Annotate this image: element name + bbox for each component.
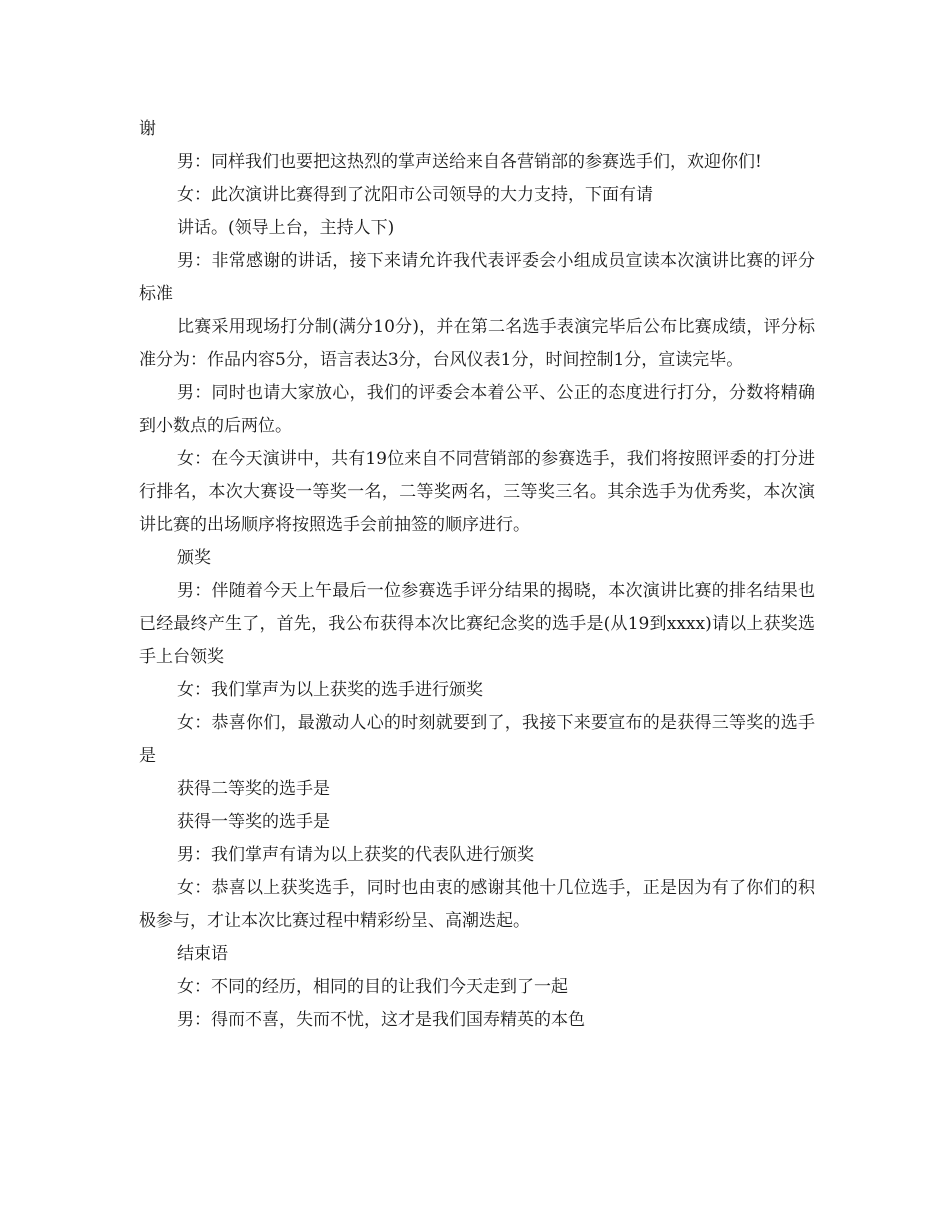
paragraph-female-support: 女：此次演讲比赛得到了沈阳市公司领导的大力支持，下面有请 (177, 185, 653, 205)
paragraph-second-prize: 获得二等奖的选手是 (177, 779, 330, 799)
paragraph-male-welcome: 男：同样我们也要把这热烈的掌声送给来自各营销部的参赛选手们，欢迎你们! (177, 152, 762, 172)
paragraph-team-award: 男：我们掌声有请为以上获奖的代表队进行颁奖 (177, 845, 534, 865)
paragraph-closing-female: 女：不同的经历，相同的目的让我们今天走到了一起 (177, 977, 568, 997)
paragraph-commemorative-award: 男：伴随着今天上午最后一位参赛选手评分结果的揭晓，本次演讲比赛的排名结果也已经最终产生了，首先，我公布获得本次比赛纪念奖的选手是(从19到xxxx)请以上获奖选手上台领奖 (139, 581, 815, 667)
paragraph-scoring-intro: 男：非常感谢的讲话，接下来请允许我代表评委会小组成员宣读本次演讲比赛的评分标准 (139, 251, 815, 304)
paragraph-third-prize: 女：恭喜你们，最激动人心的时刻就要到了，我接下来要宣布的是获得三等奖的选手是 (139, 713, 815, 766)
section-heading-closing: 结束语 (177, 944, 228, 964)
section-heading-awards: 颁奖 (177, 548, 211, 568)
paragraph-closing-male: 男：得而不喜，失而不忧，这才是我们国寿精英的本色 (177, 1010, 585, 1030)
paragraph-applause-award: 女：我们掌声为以上获奖的选手进行颁奖 (177, 680, 483, 700)
paragraph-leader-speech: 讲话。(领导上台，主持人下) (177, 218, 395, 238)
paragraph-ranking: 女：在今天演讲中，共有19位来自不同营销部的参赛选手，我们将按照评委的打分进行排名，本次大赛设一等奖一名，二等奖两名，三等奖三名。其余选手为优秀奖，本次演讲比赛的出场顺序将按照选手会前抽签的顺序进行。 (139, 449, 815, 535)
paragraph-congratulations: 女：恭喜以上获奖选手，同时也由衷的感谢其他十几位选手，正是因为有了你们的积极参与，才让本次比赛过程中精彩纷呈、高潮迭起。 (139, 878, 815, 931)
document-body (139, 113, 815, 1037)
paragraph-continuation: 谢 (139, 119, 156, 139)
paragraph-scoring-rules: 比赛采用现场打分制(满分10分)，并在第二名选手表演完毕后公布比赛成绩，评分标准分为：作品内容5分，语言表达3分，台风仪表1分，时间控制1分，宣读完毕。 (139, 317, 815, 370)
paragraph-first-prize: 获得一等奖的选手是 (177, 812, 330, 832)
paragraph-fairness: 男：同时也请大家放心，我们的评委会本着公平、公正的态度进行打分，分数将精确到小数点的后两位。 (139, 383, 815, 436)
